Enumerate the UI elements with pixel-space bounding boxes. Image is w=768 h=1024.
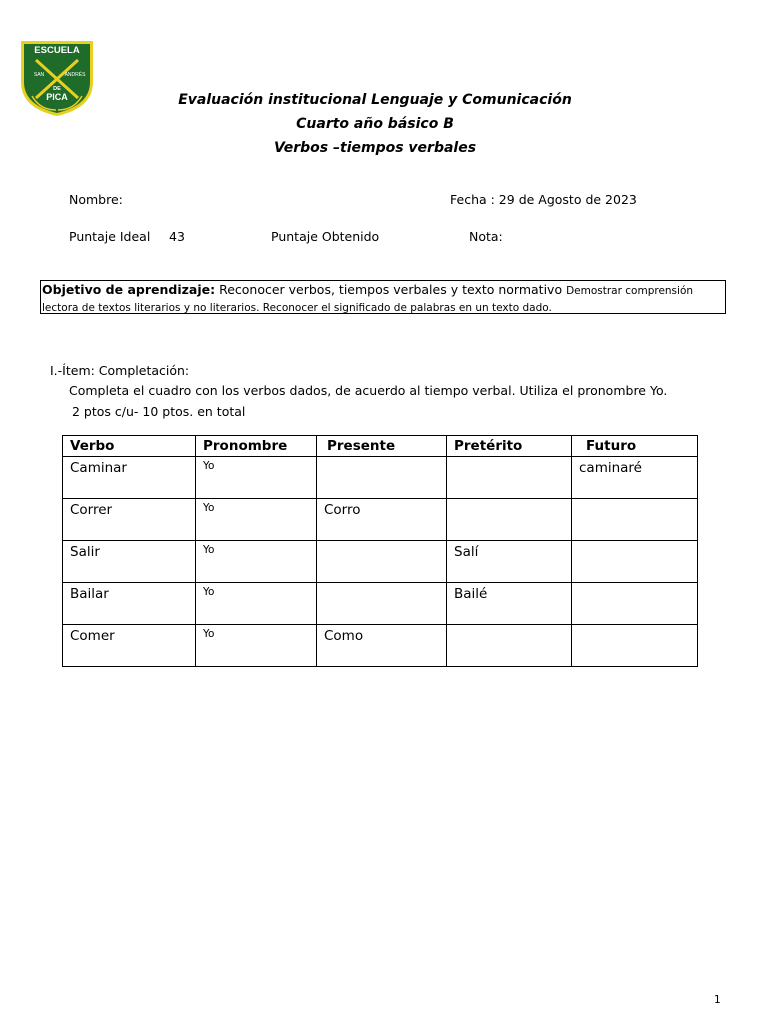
puntaje-ideal-label: Puntaje Ideal (69, 229, 151, 244)
logo-middle-right: ANDRÉS (64, 72, 86, 78)
document-title (0, 88, 750, 160)
header-preterito: Pretérito (447, 436, 572, 457)
cell-preterito[interactable] (447, 499, 572, 541)
objective-box (40, 280, 726, 314)
cell-presente[interactable] (317, 457, 447, 499)
table-row (63, 457, 698, 499)
cell-verbo: Caminar (63, 457, 196, 499)
section-instructions: Completa el cuadro con los verbos dados, de acuerdo al tiempo verbal. Utiliza el pronombre Yo. (69, 383, 668, 398)
table-row (63, 583, 698, 625)
verb-table (62, 435, 698, 667)
cell-verbo: Comer (63, 625, 196, 667)
section-points: 2 ptos c/u- 10 ptos. en total (72, 404, 246, 419)
cell-futuro[interactable] (572, 541, 698, 583)
nombre-label: Nombre: (69, 192, 123, 207)
logo-middle-left: SAN (33, 72, 45, 78)
cell-preterito[interactable]: Salí (447, 541, 572, 583)
title-line-2: Cuarto año básico B (296, 116, 454, 132)
cell-presente[interactable]: Corro (317, 499, 447, 541)
cell-verbo: Correr (63, 499, 196, 541)
cell-verbo: Salir (63, 541, 196, 583)
cell-preterito[interactable] (447, 625, 572, 667)
table-row (63, 625, 698, 667)
cell-pronombre: Yo (196, 541, 317, 583)
cell-verbo: Bailar (63, 583, 196, 625)
cell-presente[interactable] (317, 583, 447, 625)
logo-top-text: ESCUELA (34, 45, 80, 56)
header-presente: Presente (317, 436, 447, 457)
page-number: 1 (714, 994, 721, 1006)
logo-bottom-text: PICA (46, 92, 68, 102)
logo-bottom-small: DE (53, 86, 61, 92)
cell-pronombre: Yo (196, 625, 317, 667)
nota-label: Nota: (469, 229, 503, 244)
title-line-3: Verbos –tiempos verbales (273, 140, 477, 156)
cell-presente[interactable] (317, 541, 447, 583)
header-futuro: Futuro (572, 436, 698, 457)
header-pronombre: Pronombre (196, 436, 317, 457)
cell-futuro[interactable] (572, 583, 698, 625)
table-row (63, 499, 698, 541)
table-header-row (63, 436, 698, 457)
table-row (63, 541, 698, 583)
title-line-1: Evaluación institucional Lenguaje y Comunicación (178, 92, 572, 108)
cell-pronombre: Yo (196, 457, 317, 499)
cell-pronombre: Yo (196, 499, 317, 541)
cell-pronombre: Yo (196, 583, 317, 625)
puntaje-obtenido-label: Puntaje Obtenido (271, 229, 380, 244)
cell-futuro[interactable] (572, 499, 698, 541)
cell-futuro[interactable] (572, 625, 698, 667)
header-verbo: Verbo (63, 436, 196, 457)
section-title: I.-Ítem: Completación: (50, 363, 190, 378)
objective-label: Objetivo de aprendizaje: (42, 282, 216, 297)
objective-small-text: Demostrar comprensión lectora de textos literarios y no literarios. Reconocer el significado de palabras en un texto dado. (42, 285, 694, 314)
cell-presente[interactable]: Como (317, 625, 447, 667)
fecha-text: Fecha : 29 de Agosto de 2023 (450, 192, 637, 207)
objective-text: Reconocer verbos, tiempos verbales y texto normativo (215, 282, 567, 297)
cell-preterito[interactable]: Bailé (447, 583, 572, 625)
cell-preterito[interactable] (447, 457, 572, 499)
puntaje-ideal-value: 43 (169, 229, 185, 244)
cell-futuro[interactable]: caminaré (572, 457, 698, 499)
